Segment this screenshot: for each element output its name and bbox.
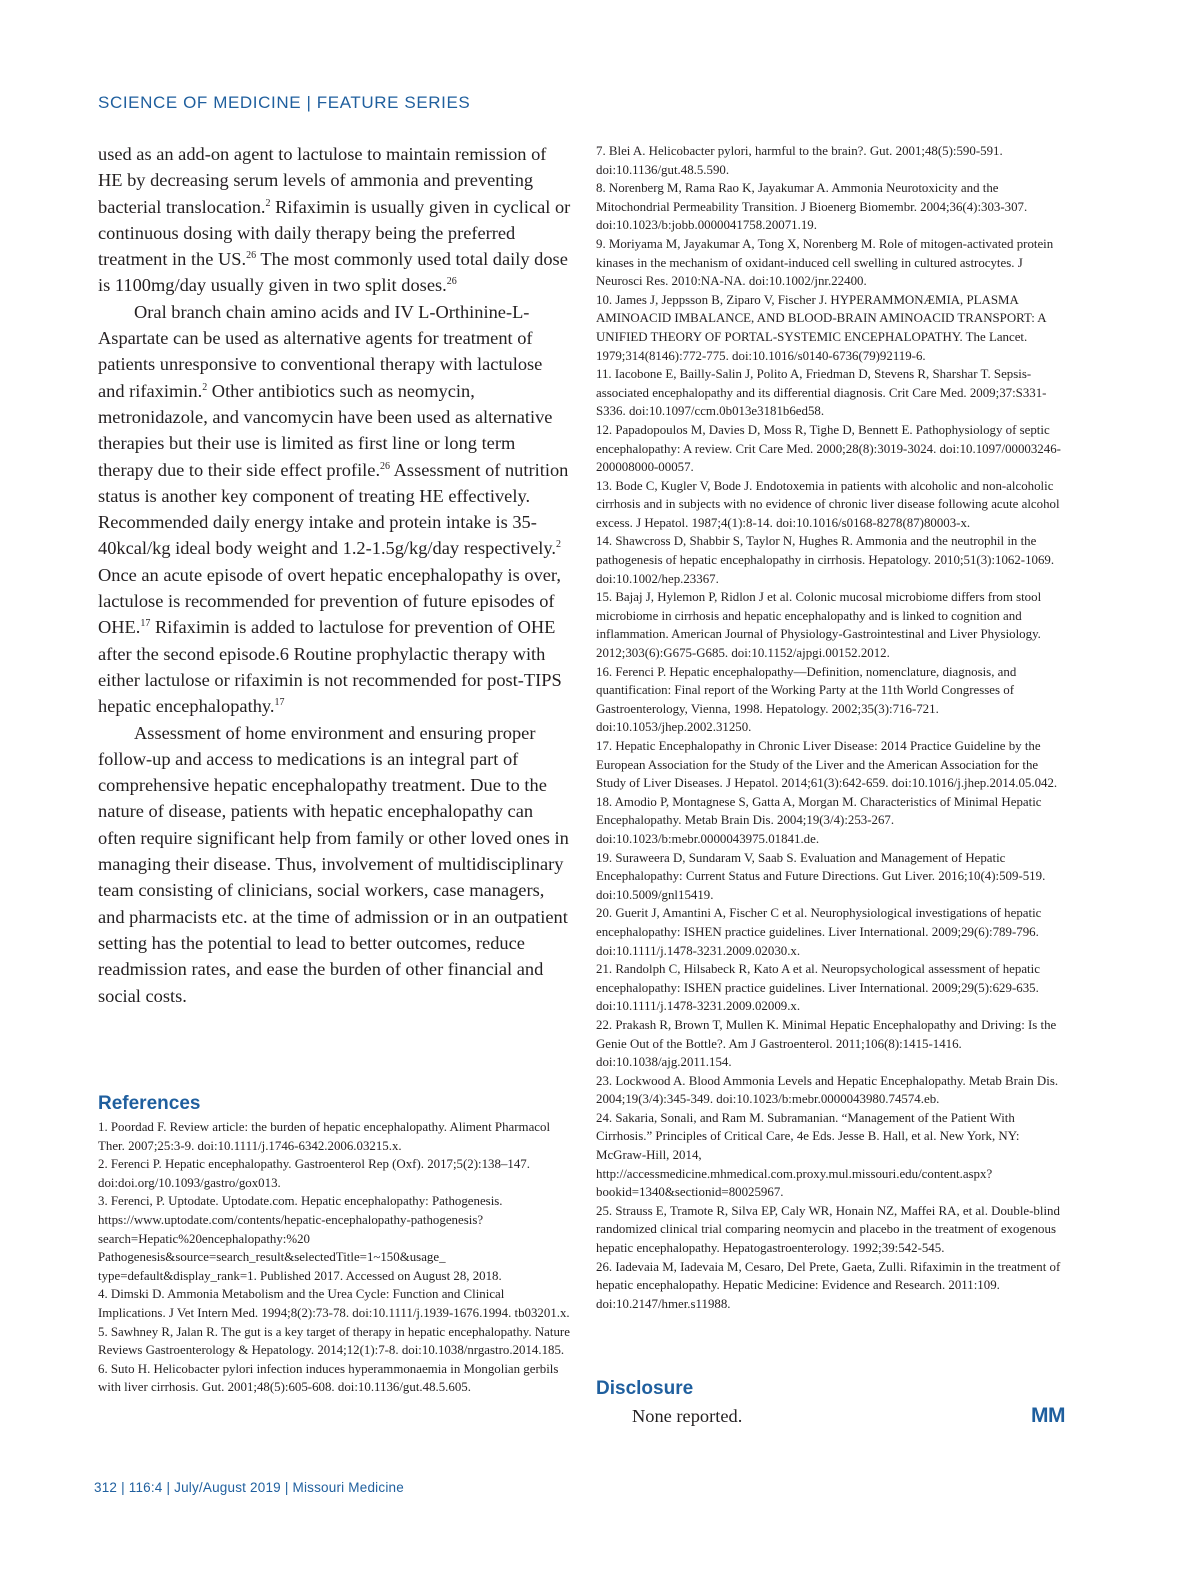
reference-item: 21. Randolph C, Hilsabeck R, Kato A et al. Neuropsychological assessment of hepatic encephalopathy: ISHEN practice guidelines. Liver International. 2009;29(5):629-635. doi:10.1111/j.1478-3231.2009.02009.x. xyxy=(596,962,1040,1014)
reference-item: 7. Blei A. Helicobacter pylori, harmful to the brain?. Gut. 2001;48(5):590-591. doi:10.1136/gut.48.5.590. xyxy=(596,144,1003,177)
reference-item: 1. Poordad F. Review article: the burden of hepatic encephalopathy. Aliment Pharmacol Ther. 2007;25:3-9. doi:10.1111/j.1746-6342.2006.03215.x. xyxy=(98,1120,551,1153)
reference-item: 5. Sawhney R, Jalan R. The gut is a key target of therapy in hepatic encephalopathy. Nature Reviews Gastroenterology & Hepatology. 2014;12(1):7-8. doi:10.1038/nrgastro.2014.185. xyxy=(98,1324,570,1358)
citation-marker: 2 xyxy=(202,381,208,393)
references-heading: References xyxy=(98,1093,201,1114)
citation-marker: 17 xyxy=(140,618,151,630)
body-text-run: Assessment of nutrition status is another key component of treating HE effectively. Recommended daily energy intake and protein intake is 35-40kcal/kg ideal body weight and 1.2-1.5g/kg/day respectively. xyxy=(98,459,569,559)
disclosure-text: None reported. xyxy=(632,1406,743,1426)
citation-marker: 26 xyxy=(380,460,391,472)
reference-item: 25. Strauss E, Tramote R, Silva EP, Caly WR, Honain NZ, Maffei RA, et al. Double-blind randomized clinical trial comparing neomycin and placebo in the treatment of exogenous hepatic encephalopathy. Hepatogastroenterology. 1992;39:542-545. xyxy=(596,1203,1060,1256)
citation-marker: 17 xyxy=(274,697,285,709)
series-header: SCIENCE OF MEDICINE | FEATURE SERIES xyxy=(98,93,471,112)
reference-item: 2. Ferenci P. Hepatic encephalopathy. Gastroenterol Rep (Oxf). 2017;5(2):138–147. doi:doi.org/10.1093/gastro/gox013. xyxy=(98,1157,530,1190)
reference-item: 26. Iadevaia M, Iadevaia M, Cesaro, Del Prete, Gaeta, Zulli. Rifaximin in the treatment of hepatic encephalopathy. Hepatic Medicine: Evidence and Research. 2011:109. doi:10.2147/hmer.s11988. xyxy=(596,1259,1061,1311)
citation-marker: 26 xyxy=(446,276,457,288)
body-text-run: Other antibiotics such as neomycin, metronidazole, and vancomycin have been used as alternative therapies but their use is limited as first line or long term therapy due to their side effect profile. xyxy=(98,380,553,480)
disclosure-section xyxy=(596,1378,1070,1428)
body-paragraph xyxy=(98,720,572,1009)
reference-item: 24. Sakaria, Sonali, and Ram M. Subramanian. “Management of the Patient With Cirrhosis.” Principles of Critical Care, 4e Eds. Jesse B. Hall, et al. New York, NY: McGraw-Hill, 2014, http://accessmedicine.mhmedical.com.proxy.mul.missouri.edu/content.aspx?bookid=1340&sectionid=80025967. xyxy=(596,1110,1020,1200)
body-text-run: Assessment of home environment and ensuring proper follow-up and access to medications is an integral part of comprehensive hepatic encephalopathy treatment. Due to the nature of disease, patients with hepatic encephalopathy can often require significant help from family or other loved ones in managing their disease. Thus, involvement of multidisciplinary team consisting of clinicians, social workers, case managers, and pharmacists etc. at the time of admission or in an outpatient setting has the potential to lead to better outcomes, reduce readmission rates, and ease the burden of other financial and social costs. xyxy=(98,722,569,1006)
reference-item: 8. Norenberg M, Rama Rao K, Jayakumar A. Ammonia Neurotoxicity and the Mitochondrial Permeability Transition. J Bioenerg Biomembr. 2004;36(4):303-307. doi:10.1023/b:jobb.0000041758.20071.19. xyxy=(596,181,1028,233)
reference-item: 10. James J, Jeppsson B, Ziparo V, Fischer J. HYPERAMMONÆMIA, PLASMA AMINOACID IMBALANCE, AND BLOOD-BRAIN AMINOACID TRANSPORT: A UNIFIED THEORY OF PORTAL-SYSTEMIC ENCEPHALOPATHY. The Lancet. 1979;314(8146):772-775. doi:10.1016/s0140-6736(79)92119-6. xyxy=(596,292,1046,363)
missouri-medicine-logo: MM xyxy=(1031,1404,1065,1427)
body-text-run: Oral branch chain amino acids and IV L-Orthinine-L-Aspartate can be used as alternative agents for treatment of patients unresponsive to conventional therapy with lactulose and rifaximin. xyxy=(98,301,543,401)
citation-marker: 2 xyxy=(555,539,561,551)
reference-item: 9. Moriyama M, Jayakumar A, Tong X, Norenberg M. Role of mitogen-activated protein kinases in the mechanism of oxidant-induced cell swelling in cultured astrocytes. J Neurosci Res. 2010:NA-NA. doi:10.1002/jnr.22400. xyxy=(596,236,1054,289)
reference-item: 17. Hepatic Encephalopathy in Chronic Liver Disease: 2014 Practice Guideline by the European Association for the Study of the Liver and the American Association for the Study of Liver Diseases. J Hepatol. 2014;61(3):642-659. doi:10.1016/j.jhep.2014.05.042. xyxy=(596,739,1058,791)
disclosure-heading: Disclosure xyxy=(596,1378,694,1399)
reference-item: 4. Dimski D. Ammonia Metabolism and the Urea Cycle: Function and Clinical Implications. J Vet Intern Med. 1994;8(2):73-78. doi:10.1111/j.1939-1676.1994. tb03201.x. xyxy=(98,1287,570,1320)
body-text-run: The most commonly used total daily dose is 1100mg/day usually given in two split doses. xyxy=(98,249,568,296)
reference-item: 19. Suraweera D, Sundaram V, Saab S. Evaluation and Management of Hepatic Encephalopathy: Current Status and Future Directions. Gut Liver. 2016;10(4):509-519. doi:10.5009/gnl15419. xyxy=(596,850,1046,902)
body-text-run: Once an acute episode of overt hepatic encephalopathy is over, lactulose is recommended for prevention of future episodes of OHE. xyxy=(98,564,561,638)
references-continued xyxy=(596,142,1070,1313)
reference-item: 22. Prakash R, Brown T, Mullen K. Minimal Hepatic Encephalopathy and Driving: Is the Genie Out of the Bottle?. Am J Gastroenterol. 2011;106(8):1415-1416. doi:10.1038/ajg.2011.154. xyxy=(596,1017,1057,1070)
reference-item: 6. Suto H. Helicobacter pylori infection induces hyperammonaemia in Mongolian gerbils with liver cirrhosis. Gut. 2001;48(5):605-608. doi:10.1136/gut.48.5.605. xyxy=(98,1361,559,1395)
reference-item: 15. Bajaj J, Hylemon P, Ridlon J et al. Colonic mucosal microbiome differs from stool microbiome in cirrhosis and hepatic encephalopathy and is linked to cognition and inflammation. American Journal of Physiology-Gastrointestinal and Liver Physiology. 2012;303(6):G675-G685. doi:10.1152/ajpgi.00152.2012. xyxy=(596,590,1042,661)
reference-list-right xyxy=(596,142,1070,1313)
citation-marker: 26 xyxy=(246,250,257,262)
body-paragraph xyxy=(98,141,572,299)
reference-item: 12. Papadopoulos M, Davies D, Moss R, Tighe D, Bennett E. Pathophysiology of septic encephalopathy: A review. Crit Care Med. 2000;28(8):3019-3024. doi:10.1097/00003246-200008000-00057. xyxy=(596,422,1061,475)
article-body xyxy=(98,141,572,1009)
reference-item: 14. Shawcross D, Shabbir S, Taylor N, Hughes R. Ammonia and the neutrophil in the pathogenesis of hepatic encephalopathy in cirrhosis. Hepatology. 2010;51(3):1062-1069. doi:10.1002/hep.23367. xyxy=(596,534,1055,586)
reference-item: 13. Bode C, Kugler V, Bode J. Endotoxemia in patients with alcoholic and non-alcoholic cirrhosis and in subjects with no evidence of chronic liver disease following acute alcohol excess. J Hepatol. 1987;4(1):8-14. doi:10.1016/s0168-8278(87)80003-x. xyxy=(596,478,1060,530)
body-text-run: Rifaximin is added to lactulose for prevention of OHE after the second episode.6 Routine prophylactic therapy with either lactulose or rifaximin is not recommended for post-TIPS hepatic encephalopathy. xyxy=(98,617,562,717)
body-paragraph xyxy=(98,299,572,720)
reference-item: 18. Amodio P, Montagnese S, Gatta A, Morgan M. Characteristics of Minimal Hepatic Encephalopathy. Metab Brain Dis. 2004;19(3/4):253-267. doi:10.1023/b:mebr.0000043975.01841.de. xyxy=(596,794,1042,846)
body-text-run: used as an add-on agent to lactulose to maintain remission of HE by decreasing serum levels of ammonia and preventing bacterial translocation. xyxy=(98,144,547,217)
citation-marker: 2 xyxy=(265,197,271,209)
page-footer: 312 | 116:4 | July/August 2019 | Missouri Medicine xyxy=(94,1480,404,1495)
references-section xyxy=(98,1093,574,1397)
reference-item: 16. Ferenci P. Hepatic encephalopathy—Definition, nomenclature, diagnosis, and quantification: Final report of the Working Party at the 11th World Congresses of Gastroenterology, Vienna, 1998. Hepatology. 2002;35(3):716-721. doi:10.1053/jhep.2002.31250. xyxy=(596,664,1017,735)
reference-item: 11. Iacobone E, Bailly-Salin J, Polito A, Friedman D, Stevens R, Sharshar T. Sepsis-associated encephalopathy and its differential diagnosis. Crit Care Med. 2009;37:S331-S336. doi:10.1097/ccm.0b013e3181b6ed58. xyxy=(596,367,1047,419)
reference-item: 23. Lockwood A. Blood Ammonia Levels and Hepatic Encephalopathy. Metab Brain Dis. 2004;19(3/4):345-349. doi:10.1023/b:mebr.0000043980.74574.eb. xyxy=(596,1073,1059,1107)
body-text-run: Rifaximin is usually given in cyclical or continuous dosing with daily therapy being the preferred treatment in the US. xyxy=(98,196,571,270)
reference-item: 20. Guerit J, Amantini A, Fischer C et al. Neurophysiological investigations of hepatic encephalopathy: ISHEN practice guidelines. Liver International. 2009;29(6):789-796. doi:10.1111/j.1478-3231.2009.02030.x. xyxy=(596,906,1042,958)
reference-list-left xyxy=(98,1118,574,1397)
reference-item: 3. Ferenci, P. Uptodate. Uptodate.com. Hepatic encephalopathy: Pathogenesis. https://www.uptodate.com/contents/hepatic-encephalopathy-pathogenesis?search=Hepatic%20encephalopathy:%20 Pathogenesis&source=search_result&selectedTitle=1~150&usage_ type=default&display_rank=1. Published 2017. Accessed on August 28, 2018. xyxy=(98,1194,503,1283)
